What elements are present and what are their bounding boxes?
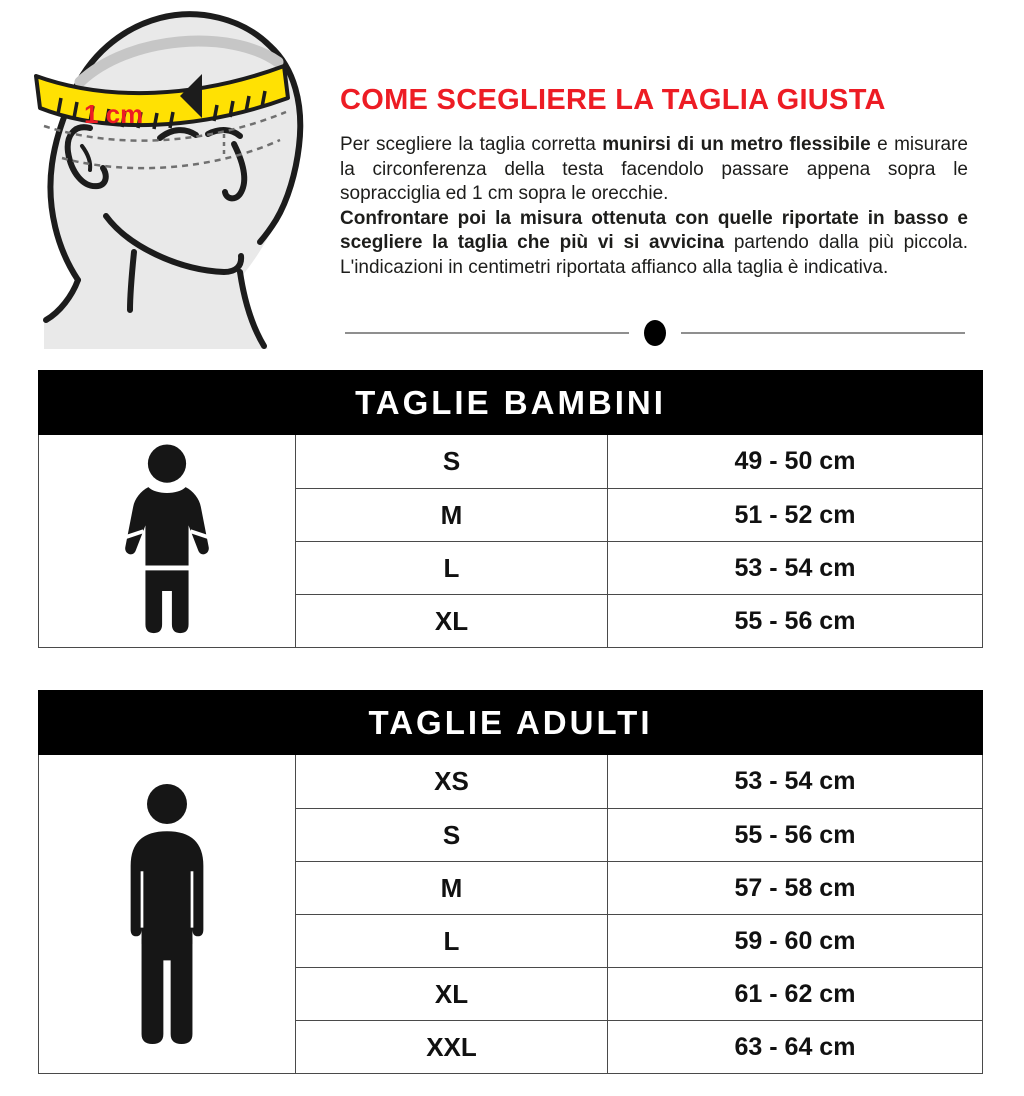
range-cell: 55 - 56 cm [734, 820, 856, 849]
head-with-tape-icon [28, 4, 328, 349]
p1-text-2: e misurare la circonferenza della testa facendolo passare appena sopra le sopracciglia ed 1 cm sopra le orecchie. [340, 134, 968, 204]
table-row [296, 755, 982, 808]
size-cell: XL [296, 968, 608, 1020]
icon-cell-bambini [39, 435, 296, 647]
page-title: COME SCEGLIERE LA TAGLIA GIUSTA [340, 84, 886, 116]
divider-line-right [681, 332, 965, 334]
p2-text: partendo dalla più piccola. L'indicazioni in centimetri riportata affianco alla taglia è indicativa. [340, 232, 969, 278]
range-cell: 53 - 54 cm [734, 767, 856, 795]
range-cell: 57 - 58 cm [734, 873, 856, 902]
section-divider [345, 320, 965, 346]
rows-bambini [296, 435, 982, 647]
table-row [296, 435, 982, 488]
p2-bold-text: Confrontare poi la misura ottenuta con quelle riportate in basso e scegliere la taglia che più vi si avvicina [340, 207, 968, 253]
icon-cell-adulti [39, 755, 296, 1073]
size-cell: L [296, 915, 608, 967]
table-body-adulti [38, 755, 983, 1074]
size-cell: M [296, 489, 608, 541]
size-cell: L [296, 542, 608, 594]
table-row [296, 488, 982, 541]
table-row [296, 967, 982, 1020]
table-taglie-bambini [38, 370, 983, 648]
range-cell: 53 - 54 cm [734, 553, 856, 582]
table-row [296, 1020, 982, 1073]
table-row [296, 594, 982, 647]
instructions-paragraph-1 [340, 133, 968, 207]
size-cell: S [296, 809, 608, 861]
table-row [296, 808, 982, 861]
table-header-bambini: TAGLIE BAMBINI [38, 370, 983, 435]
head-measurement-illustration [28, 4, 328, 349]
one-cm-label: 1 cm [84, 99, 144, 129]
adult-figure-icon [117, 782, 217, 1046]
range-cell: 61 - 62 cm [734, 979, 856, 1008]
table-taglie-adulti [38, 690, 983, 1074]
p1-text: Per scegliere la taglia corretta [340, 134, 603, 155]
table-row [296, 861, 982, 914]
size-cell: XXL [296, 1021, 608, 1073]
range-cell: 55 - 56 cm [734, 606, 856, 635]
table-row [296, 541, 982, 594]
range-cell: 59 - 60 cm [734, 926, 856, 955]
table-body-bambini [38, 435, 983, 648]
divider-dot [644, 320, 666, 346]
range-cell: 63 - 64 cm [734, 1032, 856, 1061]
size-cell: XL [296, 595, 608, 647]
instructions-block [340, 84, 968, 280]
size-cell: S [296, 435, 608, 488]
table-header-adulti: TAGLIE ADULTI [38, 690, 983, 755]
p1-bold-text: munirsi di un metro flessibile [602, 134, 871, 155]
divider-line-left [345, 332, 629, 334]
size-cell: XS [296, 755, 608, 808]
range-cell: 49 - 50 cm [734, 447, 856, 475]
size-cell: M [296, 862, 608, 914]
child-figure-icon [118, 443, 216, 639]
range-cell: 51 - 52 cm [734, 500, 856, 529]
table-row [296, 914, 982, 967]
instructions-paragraph-2 [340, 207, 968, 281]
rows-adulti [296, 755, 982, 1073]
